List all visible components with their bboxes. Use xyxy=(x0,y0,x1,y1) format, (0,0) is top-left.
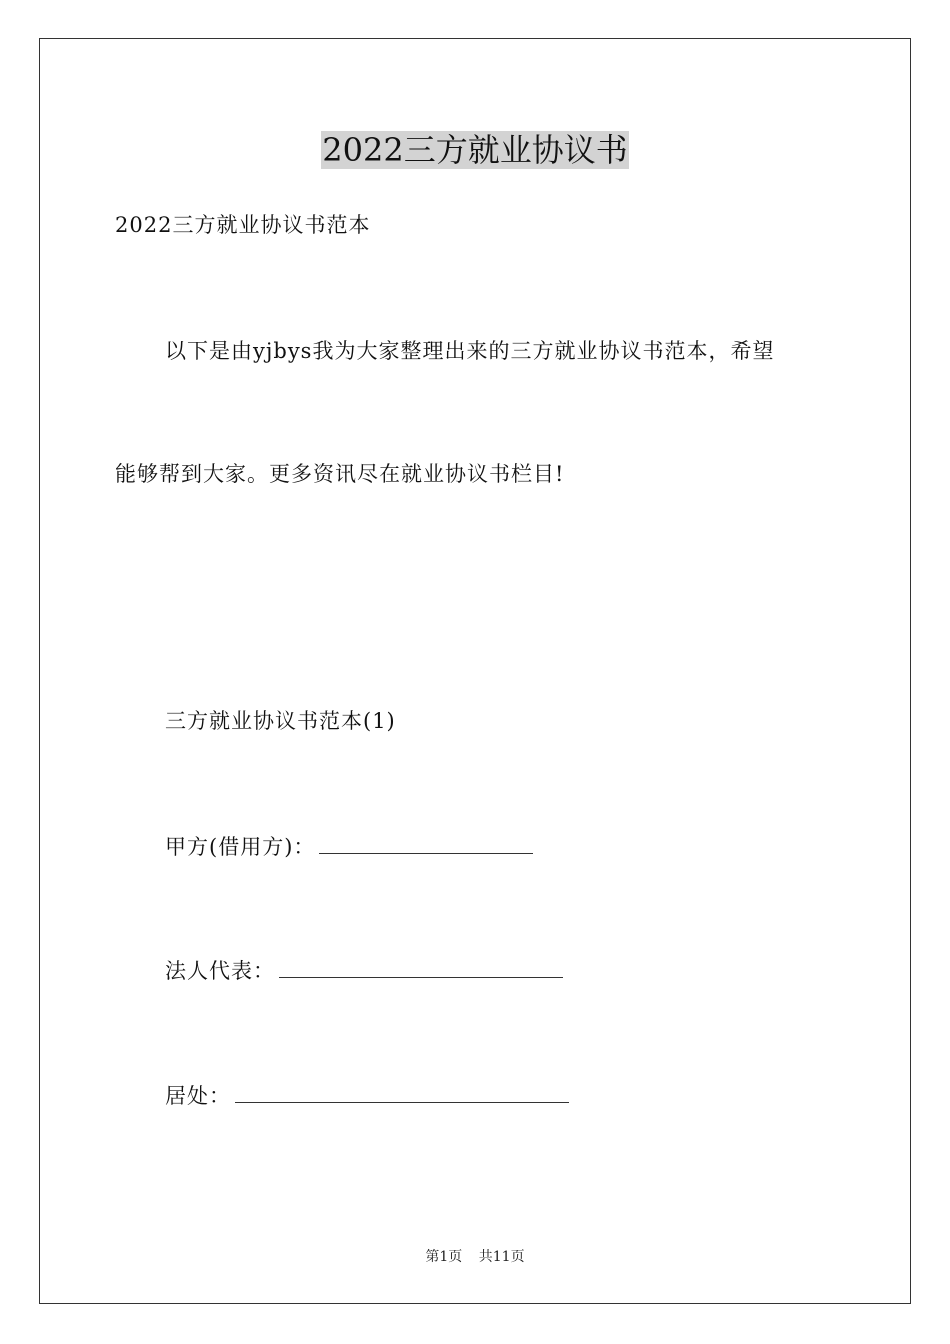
field-party-a-label: 甲方(借用方)： xyxy=(165,835,316,859)
field-legal-representative xyxy=(165,956,563,986)
document-title xyxy=(0,128,950,172)
document-subtitle: 2022三方就业协议书范本 xyxy=(115,213,371,237)
document-title-text: 2022三方就业协议书 xyxy=(322,131,628,169)
intro-paragraph-line-1: 以下是由yjbys我为大家整理出来的三方就业协议书范本，希望 xyxy=(165,339,775,363)
section-heading: 三方就业协议书范本(1) xyxy=(165,709,396,733)
field-residence xyxy=(165,1081,569,1111)
field-party-a-blank[interactable] xyxy=(319,833,533,854)
field-legal-representative-label: 法人代表： xyxy=(165,959,275,983)
field-residence-label: 居处： xyxy=(165,1084,231,1108)
page-number-current: 第1页 xyxy=(425,1249,463,1265)
field-residence-blank[interactable] xyxy=(235,1082,569,1103)
intro-paragraph-line-2: 能够帮到大家。更多资讯尽在就业协议书栏目! xyxy=(115,462,565,486)
field-party-a xyxy=(165,832,533,862)
field-legal-representative-blank[interactable] xyxy=(279,957,563,978)
page-number-total: 共11页 xyxy=(478,1249,525,1265)
page-footer xyxy=(0,1247,950,1267)
